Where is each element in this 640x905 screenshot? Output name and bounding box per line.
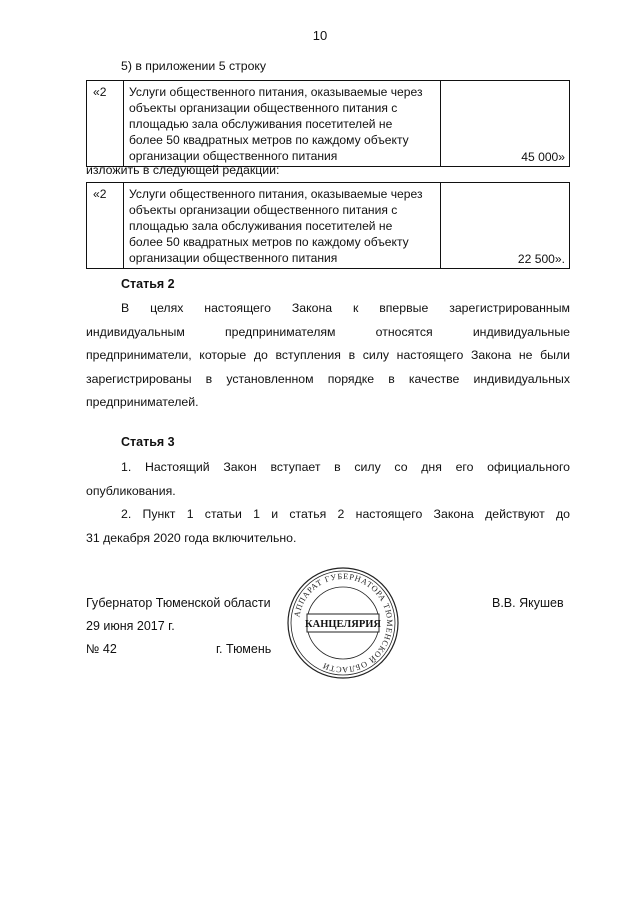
table-new-line: объекты организации общественного питания с — [129, 203, 398, 217]
table-old-line: более 50 квадратных метров по каждому объекту — [129, 133, 409, 147]
table-new-description — [124, 183, 441, 269]
table-old-description — [124, 81, 441, 167]
table-new-line: организации общественного питания — [129, 251, 338, 265]
page-number: 10 — [312, 28, 328, 43]
article2-line: В целях настоящего Закона к впервые зарегистрированным — [121, 301, 570, 315]
table-old — [86, 80, 570, 167]
article2-line: индивидуальным предпринимателям относятся индивидуальные — [86, 324, 570, 339]
table-old-line: площадью зала обслуживания посетителей не — [129, 117, 393, 131]
table-old-number: «2 — [87, 81, 124, 167]
table-new-amount: 22 500». — [517, 252, 565, 266]
article2-line: предприниматели, которые до вступления в силу настоящего Закона не были — [86, 348, 570, 363]
table-old-line: объекты организации общественного питания с — [129, 101, 398, 115]
signature-date: 29 июня 2017 г. — [86, 619, 175, 633]
signature-number: № 42 — [86, 642, 117, 656]
article2-body — [86, 297, 570, 415]
article3-line: 31 декабря 2020 года включительно. — [86, 530, 297, 545]
table-new-number: «2 — [87, 183, 124, 269]
article3-line: 2. Пункт 1 статьи 1 и статья 2 настоящего Закона действуют до — [121, 507, 570, 522]
table-new-line: площадью зала обслуживания посетителей не — [129, 219, 393, 233]
article2-line: предпринимателей. — [86, 395, 199, 410]
table-new-line: Услуги общественного питания, оказываемые через — [129, 187, 423, 201]
signature-city: г. Тюмень — [216, 642, 272, 656]
table-new-line: более 50 квадратных метров по каждому объекту — [129, 235, 409, 249]
stamp-center-text: КАНЦЕЛЯРИЯ — [305, 619, 381, 630]
article2-heading: Статья 2 — [121, 277, 175, 291]
stamp-seal — [286, 566, 400, 680]
table-new — [86, 182, 570, 269]
article3-body — [86, 456, 570, 550]
table-new-amount-cell — [441, 183, 570, 269]
signature-title: Губернатор Тюменской области — [86, 596, 271, 610]
article3-line: опубликования. — [86, 483, 176, 498]
stamp-ring-text: АППАРАТ ГУБЕРНАТОРА ТЮМЕНСКОЙ ОБЛАСТИ — [292, 571, 395, 675]
article3-line: 1. Настоящий Закон вступает в силу со дня его официального — [121, 460, 570, 474]
table-old-amount-cell — [441, 81, 570, 167]
table-old-line: Услуги общественного питания, оказываемые через — [129, 85, 423, 99]
article3-heading: Статья 3 — [121, 435, 175, 449]
table-old-line: организации общественного питания — [129, 149, 338, 163]
replace-line: изложить в следующей редакции: — [86, 163, 280, 177]
signature-name: В.В. Якушев — [492, 596, 564, 610]
table-old-amount: 45 000» — [521, 150, 565, 164]
intro-line: 5) в приложении 5 строку — [121, 59, 267, 73]
article2-line: зарегистрированы в установленном порядке в качестве индивидуальных — [86, 371, 570, 386]
